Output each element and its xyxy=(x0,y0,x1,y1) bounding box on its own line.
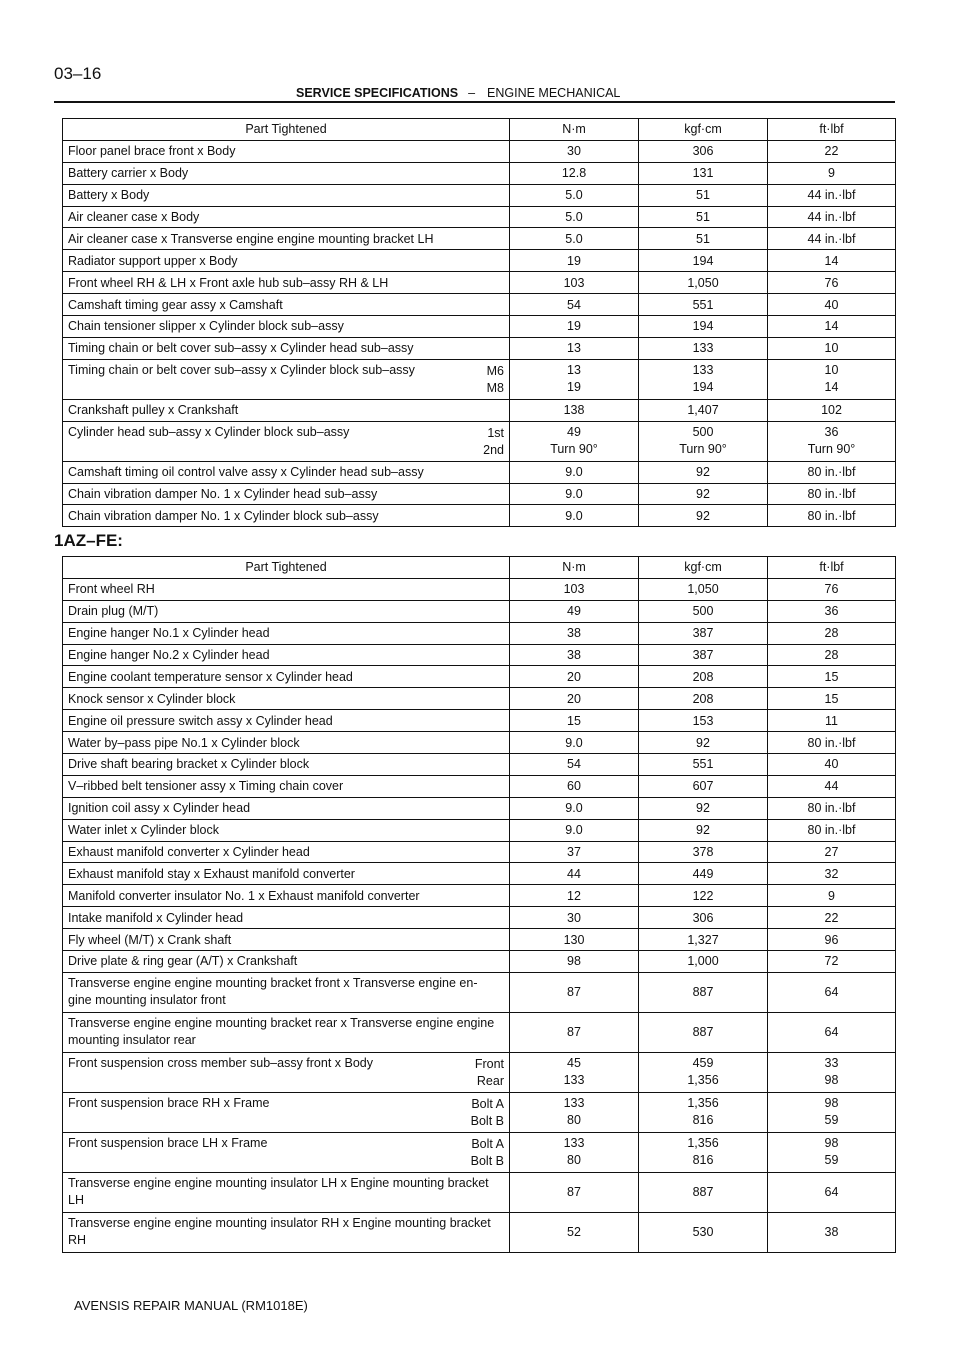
torque-value-nm: 12 xyxy=(510,885,639,907)
torque-value-line: 49 xyxy=(567,424,581,439)
torque-value-line: 36 xyxy=(824,424,839,439)
torque-value-line: Turn 90° xyxy=(679,442,727,457)
torque-value-nm xyxy=(510,1052,639,1092)
torque-value-nm: 98 xyxy=(510,951,639,973)
part-tightened-cell: Battery carrier x Body xyxy=(63,162,510,184)
torque-value-ft: 22 xyxy=(768,907,896,929)
part-tightened-cell: Water inlet x Cylinder block xyxy=(63,819,510,841)
torque-value-nm: 9.0 xyxy=(510,732,639,754)
torque-value-ft: 44 in.·lbf xyxy=(768,206,896,228)
table-row xyxy=(63,622,896,644)
torque-value-kgf: 92 xyxy=(639,797,768,819)
torque-value-line: Turn 90° xyxy=(807,442,856,457)
torque-value-ft: 9 xyxy=(768,162,896,184)
table-row xyxy=(63,483,896,505)
torque-value-nm: 9.0 xyxy=(510,819,639,841)
torque-value-nm xyxy=(510,359,639,399)
torque-value-kgf: 92 xyxy=(639,505,768,527)
torque-value-nm: 20 xyxy=(510,688,639,710)
torque-value-kgf: 153 xyxy=(639,710,768,732)
table-row xyxy=(63,228,896,250)
table-row xyxy=(63,929,896,951)
column-header-nm: N·m xyxy=(510,119,639,141)
torque-value-nm: 54 xyxy=(510,754,639,776)
torque-value-nm: 38 xyxy=(510,622,639,644)
torque-value-nm: 5.0 xyxy=(510,184,639,206)
bolt-variant-label: 2nd xyxy=(483,443,504,458)
part-tightened-cell xyxy=(63,1172,510,1212)
torque-value-line: 133 xyxy=(563,1135,585,1150)
table-row xyxy=(63,1132,896,1172)
table-row xyxy=(63,1052,896,1092)
torque-value-line: 59 xyxy=(824,1153,839,1168)
part-tightened-cell: Air cleaner case x Transverse engine engine mounting bracket LH xyxy=(63,228,510,250)
part-tightened-cell: Crankshaft pulley x Crankshaft xyxy=(63,399,510,421)
part-tightened-cell: Chain vibration damper No. 1 x Cylinder block sub–assy xyxy=(63,505,510,527)
table-row xyxy=(63,600,896,622)
torque-value-ft: 80 in.·lbf xyxy=(768,797,896,819)
torque-value-nm: 9.0 xyxy=(510,483,639,505)
bolt-variant-label: Bolt B xyxy=(470,1154,504,1169)
torque-value-kgf: 887 xyxy=(639,972,768,1012)
part-tightened-cell: Chain vibration damper No. 1 x Cylinder head sub–assy xyxy=(63,483,510,505)
table-row xyxy=(63,907,896,929)
page-header xyxy=(54,86,895,103)
torque-value-ft: 36 xyxy=(768,600,896,622)
torque-value-nm: 19 xyxy=(510,250,639,272)
part-name: Transverse engine engine mounting bracket rear x Transverse engine engine xyxy=(68,1015,495,1030)
table-row xyxy=(63,184,896,206)
table-row xyxy=(63,461,896,483)
subsection-title-1az-fe: 1AZ–FE: xyxy=(54,531,123,550)
part-name: Front suspension brace LH x Frame xyxy=(68,1135,268,1150)
table-row xyxy=(63,688,896,710)
torque-value-ft: 72 xyxy=(768,951,896,973)
part-name-spacer xyxy=(68,1072,504,1090)
torque-value-nm: 19 xyxy=(510,316,639,338)
torque-value-ft: 28 xyxy=(768,644,896,666)
torque-value-line: 80 xyxy=(567,1153,581,1168)
torque-value-line: 19 xyxy=(567,380,581,395)
table-row xyxy=(63,505,896,527)
part-tightened-cell: Drive shaft bearing bracket x Cylinder block xyxy=(63,754,510,776)
torque-value-kgf: 133 xyxy=(639,337,768,359)
torque-value-kgf xyxy=(639,1132,768,1172)
page-number: 03–16 xyxy=(54,64,102,83)
torque-value-ft: 40 xyxy=(768,294,896,316)
torque-value-nm xyxy=(510,1092,639,1132)
torque-value-kgf: 1,000 xyxy=(639,951,768,973)
bolt-variant-label: 1st xyxy=(487,425,504,440)
column-header-ft: ft·lbf xyxy=(768,119,896,141)
torque-value-kgf: 1,050 xyxy=(639,578,768,600)
part-name-continued: gine mounting insulator front xyxy=(68,993,226,1008)
torque-value-nm: 9.0 xyxy=(510,797,639,819)
torque-value-ft: 40 xyxy=(768,754,896,776)
table-row xyxy=(63,951,896,973)
torque-value-ft: 80 in.·lbf xyxy=(768,732,896,754)
torque-value-line: 45 xyxy=(567,1055,581,1070)
torque-value-ft: 80 in.·lbf xyxy=(768,505,896,527)
table-row xyxy=(63,972,896,1012)
torque-value-kgf: 1,050 xyxy=(639,272,768,294)
torque-value-ft: 64 xyxy=(768,972,896,1012)
header-text xyxy=(296,86,620,100)
table-row xyxy=(63,732,896,754)
torque-value-ft xyxy=(768,1052,896,1092)
torque-value-ft: 22 xyxy=(768,140,896,162)
table-row xyxy=(63,841,896,863)
part-tightened-cell: Chain tensioner slipper x Cylinder block sub–assy xyxy=(63,316,510,338)
part-tightened-cell: Drive plate & ring gear (A/T) x Crankshaft xyxy=(63,951,510,973)
torque-value-ft: 10 xyxy=(768,337,896,359)
part-tightened-cell: Timing chain or belt cover sub–assy x Cylinder head sub–assy xyxy=(63,337,510,359)
torque-value-kgf: 92 xyxy=(639,483,768,505)
torque-value-nm: 87 xyxy=(510,1172,639,1212)
column-header-part: Part Tightened xyxy=(63,119,510,141)
torque-value-line: Turn 90° xyxy=(550,442,598,457)
torque-value-kgf: 194 xyxy=(639,316,768,338)
header-section: SERVICE SPECIFICATIONS xyxy=(296,86,459,100)
table-row xyxy=(63,162,896,184)
torque-value-ft: 96 xyxy=(768,929,896,951)
part-tightened-cell: Fly wheel (M/T) x Crank shaft xyxy=(63,929,510,951)
torque-table-general xyxy=(62,118,896,527)
torque-value-ft xyxy=(768,1132,896,1172)
torque-value-ft: 27 xyxy=(768,841,896,863)
part-name-spacer xyxy=(68,441,504,459)
part-tightened-cell xyxy=(63,1092,510,1132)
part-name-continued: mounting insulator rear xyxy=(68,1033,196,1048)
part-tightened-cell: Intake manifold x Cylinder head xyxy=(63,907,510,929)
part-name: Transverse engine engine mounting insulator RH x Engine mounting bracket xyxy=(68,1215,491,1230)
torque-value-ft: 64 xyxy=(768,1012,896,1052)
column-header-kgf: kgf·cm xyxy=(639,119,768,141)
torque-value-kgf: 92 xyxy=(639,732,768,754)
torque-value-kgf: 378 xyxy=(639,841,768,863)
table-row xyxy=(63,754,896,776)
table-row xyxy=(63,1172,896,1212)
torque-value-kgf: 1,327 xyxy=(639,929,768,951)
torque-value-kgf: 530 xyxy=(639,1212,768,1252)
header-subsection: ENGINE MECHANICAL xyxy=(487,86,621,100)
torque-value-nm: 103 xyxy=(510,578,639,600)
part-tightened-cell: Exhaust manifold stay x Exhaust manifold converter xyxy=(63,863,510,885)
torque-value-kgf: 887 xyxy=(639,1012,768,1052)
torque-value-line: 194 xyxy=(692,380,714,395)
torque-value-ft xyxy=(768,359,896,399)
torque-value-kgf: 449 xyxy=(639,863,768,885)
part-tightened-cell: Manifold converter insulator No. 1 x Exhaust manifold converter xyxy=(63,885,510,907)
part-tightened-cell: Water by–pass pipe No.1 x Cylinder block xyxy=(63,732,510,754)
table-row xyxy=(63,294,896,316)
table-row xyxy=(63,1212,896,1252)
part-tightened-cell: Camshaft timing gear assy x Camshaft xyxy=(63,294,510,316)
table-row xyxy=(63,359,896,399)
part-tightened-cell: Front wheel RH & LH x Front axle hub sub–assy RH & LH xyxy=(63,272,510,294)
part-tightened-cell xyxy=(63,421,510,461)
torque-value-line: 133 xyxy=(563,1095,585,1110)
torque-value-nm: 103 xyxy=(510,272,639,294)
part-tightened-cell: Engine coolant temperature sensor x Cylinder head xyxy=(63,666,510,688)
torque-value-line: 500 xyxy=(692,424,714,439)
column-header-kgf: kgf·cm xyxy=(639,557,768,579)
part-tightened-cell: Knock sensor x Cylinder block xyxy=(63,688,510,710)
torque-value-ft: 32 xyxy=(768,863,896,885)
bolt-variant-label: Bolt A xyxy=(471,1096,504,1111)
table-row xyxy=(63,885,896,907)
part-tightened-cell xyxy=(63,359,510,399)
part-tightened-cell: V–ribbed belt tensioner assy x Timing chain cover xyxy=(63,775,510,797)
torque-value-ft: 15 xyxy=(768,666,896,688)
header-row xyxy=(63,557,896,579)
part-tightened-cell: Exhaust manifold converter x Cylinder head xyxy=(63,841,510,863)
torque-value-ft: 44 in.·lbf xyxy=(768,184,896,206)
torque-value-ft: 38 xyxy=(768,1212,896,1252)
torque-value-nm: 49 xyxy=(510,600,639,622)
torque-value-nm: 38 xyxy=(510,644,639,666)
torque-value-kgf: 51 xyxy=(639,184,768,206)
table-row xyxy=(63,316,896,338)
torque-value-kgf xyxy=(639,359,768,399)
part-tightened-cell: Engine oil pressure switch assy x Cylinder head xyxy=(63,710,510,732)
torque-value-line: 816 xyxy=(692,1153,714,1168)
table-row xyxy=(63,399,896,421)
torque-value-nm: 13 xyxy=(510,337,639,359)
table-row xyxy=(63,666,896,688)
torque-value-line: 59 xyxy=(824,1113,839,1128)
torque-value-kgf: 51 xyxy=(639,206,768,228)
part-name-spacer xyxy=(68,379,504,397)
bolt-variant-label: Front xyxy=(474,1056,504,1071)
part-name: Front suspension cross member sub–assy front x Body xyxy=(68,1055,373,1070)
torque-value-nm: 9.0 xyxy=(510,461,639,483)
table-row xyxy=(63,1012,896,1052)
torque-value-ft: 76 xyxy=(768,578,896,600)
torque-value-ft: 11 xyxy=(768,710,896,732)
part-name-continued: LH xyxy=(68,1193,84,1208)
header-dash: – xyxy=(468,86,476,100)
torque-value-ft xyxy=(768,421,896,461)
bolt-variant-label: Rear xyxy=(476,1074,504,1089)
torque-value-kgf: 1,407 xyxy=(639,399,768,421)
torque-value-nm: 60 xyxy=(510,775,639,797)
torque-value-nm: 5.0 xyxy=(510,206,639,228)
part-tightened-cell: Camshaft timing oil control valve assy x Cylinder head sub–assy xyxy=(63,461,510,483)
table-row xyxy=(63,775,896,797)
torque-value-kgf xyxy=(639,1052,768,1092)
torque-value-ft xyxy=(768,1092,896,1132)
torque-value-line: 1,356 xyxy=(687,1095,719,1110)
torque-value-ft: 80 in.·lbf xyxy=(768,819,896,841)
part-tightened-cell: Radiator support upper x Body xyxy=(63,250,510,272)
torque-value-ft: 64 xyxy=(768,1172,896,1212)
torque-value-line: 14 xyxy=(824,380,839,395)
bolt-variant-labels xyxy=(487,363,504,398)
bolt-variant-label: Bolt A xyxy=(471,1136,504,1151)
part-name-spacer xyxy=(68,1152,504,1170)
table-row xyxy=(63,272,896,294)
torque-value-nm: 37 xyxy=(510,841,639,863)
torque-value-ft: 80 in.·lbf xyxy=(768,483,896,505)
torque-value-line: 33 xyxy=(824,1055,839,1070)
torque-value-ft: 102 xyxy=(768,399,896,421)
part-tightened-cell xyxy=(63,1212,510,1252)
torque-value-kgf: 208 xyxy=(639,666,768,688)
torque-value-nm: 5.0 xyxy=(510,228,639,250)
torque-value-line: 98 xyxy=(824,1135,839,1150)
torque-value-nm xyxy=(510,421,639,461)
table-row xyxy=(63,863,896,885)
torque-value-line: 13 xyxy=(567,362,581,377)
torque-value-line: 1,356 xyxy=(687,1135,719,1150)
torque-value-nm: 54 xyxy=(510,294,639,316)
part-tightened-cell xyxy=(63,1052,510,1092)
torque-value-line: 98 xyxy=(824,1095,839,1110)
part-tightened-cell xyxy=(63,1132,510,1172)
part-tightened-cell: Battery x Body xyxy=(63,184,510,206)
torque-value-kgf: 551 xyxy=(639,294,768,316)
column-header-ft: ft·lbf xyxy=(768,557,896,579)
bolt-variant-labels xyxy=(471,1136,504,1171)
torque-value-nm: 52 xyxy=(510,1212,639,1252)
part-tightened-cell: Engine hanger No.2 x Cylinder head xyxy=(63,644,510,666)
torque-value-line: 1,356 xyxy=(687,1073,719,1088)
part-tightened-cell: Front wheel RH xyxy=(63,578,510,600)
torque-value-nm: 138 xyxy=(510,399,639,421)
table-row xyxy=(63,337,896,359)
table-row xyxy=(63,710,896,732)
part-name: Transverse engine engine mounting bracket front x Transverse engine en- xyxy=(68,975,478,990)
table-row xyxy=(63,250,896,272)
bolt-variant-labels xyxy=(471,1096,504,1131)
part-tightened-cell: Ignition coil assy x Cylinder head xyxy=(63,797,510,819)
torque-table-1az-fe xyxy=(62,556,896,1253)
torque-value-nm: 87 xyxy=(510,1012,639,1052)
torque-value-nm: 30 xyxy=(510,907,639,929)
part-name: Timing chain or belt cover sub–assy x Cylinder block sub–assy xyxy=(68,362,415,377)
torque-value-ft: 28 xyxy=(768,622,896,644)
torque-value-nm xyxy=(510,1132,639,1172)
table-row xyxy=(63,578,896,600)
torque-value-kgf: 887 xyxy=(639,1172,768,1212)
torque-value-kgf: 131 xyxy=(639,162,768,184)
torque-value-nm: 87 xyxy=(510,972,639,1012)
bolt-variant-labels xyxy=(483,425,504,460)
table-row xyxy=(63,819,896,841)
torque-value-kgf: 194 xyxy=(639,250,768,272)
table-row xyxy=(63,421,896,461)
table-row xyxy=(63,797,896,819)
torque-value-ft: 80 in.·lbf xyxy=(768,461,896,483)
torque-value-kgf: 306 xyxy=(639,140,768,162)
table-body-1 xyxy=(63,119,896,527)
torque-value-kgf: 92 xyxy=(639,461,768,483)
torque-value-nm: 15 xyxy=(510,710,639,732)
part-tightened-cell: Engine hanger No.1 x Cylinder head xyxy=(63,622,510,644)
torque-value-line: 459 xyxy=(692,1055,714,1070)
torque-value-line: 80 xyxy=(567,1113,581,1128)
part-tightened-cell: Air cleaner case x Body xyxy=(63,206,510,228)
part-tightened-cell xyxy=(63,1012,510,1052)
torque-value-line: 98 xyxy=(824,1073,839,1088)
torque-value-nm: 30 xyxy=(510,140,639,162)
part-name: Transverse engine engine mounting insulator LH x Engine mounting bracket xyxy=(68,1175,489,1190)
column-header-part: Part Tightened xyxy=(63,557,510,579)
torque-value-kgf: 551 xyxy=(639,754,768,776)
bolt-variant-label: M8 xyxy=(486,381,504,396)
torque-value-line: 133 xyxy=(692,362,714,377)
header-row xyxy=(63,119,896,141)
torque-value-ft: 15 xyxy=(768,688,896,710)
table-row xyxy=(63,644,896,666)
torque-value-ft: 76 xyxy=(768,272,896,294)
bolt-variant-label: M6 xyxy=(486,363,504,378)
table-row xyxy=(63,140,896,162)
torque-value-line: 10 xyxy=(824,362,839,377)
part-tightened-cell xyxy=(63,972,510,1012)
torque-value-ft: 44 in.·lbf xyxy=(768,228,896,250)
torque-value-ft: 14 xyxy=(768,316,896,338)
torque-value-kgf: 208 xyxy=(639,688,768,710)
torque-value-kgf: 92 xyxy=(639,819,768,841)
part-tightened-cell: Floor panel brace front x Body xyxy=(63,140,510,162)
part-name: Front suspension brace RH x Frame xyxy=(68,1095,270,1110)
torque-value-kgf xyxy=(639,421,768,461)
torque-value-kgf: 387 xyxy=(639,644,768,666)
table-body-2 xyxy=(63,557,896,1253)
torque-value-ft: 9 xyxy=(768,885,896,907)
torque-value-kgf: 607 xyxy=(639,775,768,797)
torque-value-nm: 130 xyxy=(510,929,639,951)
part-name-spacer xyxy=(68,1112,504,1130)
torque-value-kgf: 122 xyxy=(639,885,768,907)
torque-value-kgf xyxy=(639,1092,768,1132)
torque-value-kgf: 51 xyxy=(639,228,768,250)
torque-value-line: 133 xyxy=(563,1073,585,1088)
part-name: Cylinder head sub–assy x Cylinder block sub–assy xyxy=(68,424,350,439)
torque-value-nm: 9.0 xyxy=(510,505,639,527)
part-tightened-cell: Drain plug (M/T) xyxy=(63,600,510,622)
torque-value-kgf: 500 xyxy=(639,600,768,622)
torque-value-kgf: 387 xyxy=(639,622,768,644)
torque-value-line: 816 xyxy=(692,1113,714,1128)
bolt-variant-labels xyxy=(475,1056,504,1091)
torque-value-kgf: 306 xyxy=(639,907,768,929)
torque-value-ft: 44 xyxy=(768,775,896,797)
torque-value-ft: 14 xyxy=(768,250,896,272)
column-header-nm: N·m xyxy=(510,557,639,579)
footer-manual-id: AVENSIS REPAIR MANUAL (RM1018E) xyxy=(74,1298,308,1313)
torque-value-nm: 44 xyxy=(510,863,639,885)
part-name-continued: RH xyxy=(68,1233,87,1248)
bolt-variant-label: Bolt B xyxy=(470,1114,504,1129)
torque-value-nm: 12.8 xyxy=(510,162,639,184)
table-row xyxy=(63,1092,896,1132)
table-row xyxy=(63,206,896,228)
torque-value-nm: 20 xyxy=(510,666,639,688)
